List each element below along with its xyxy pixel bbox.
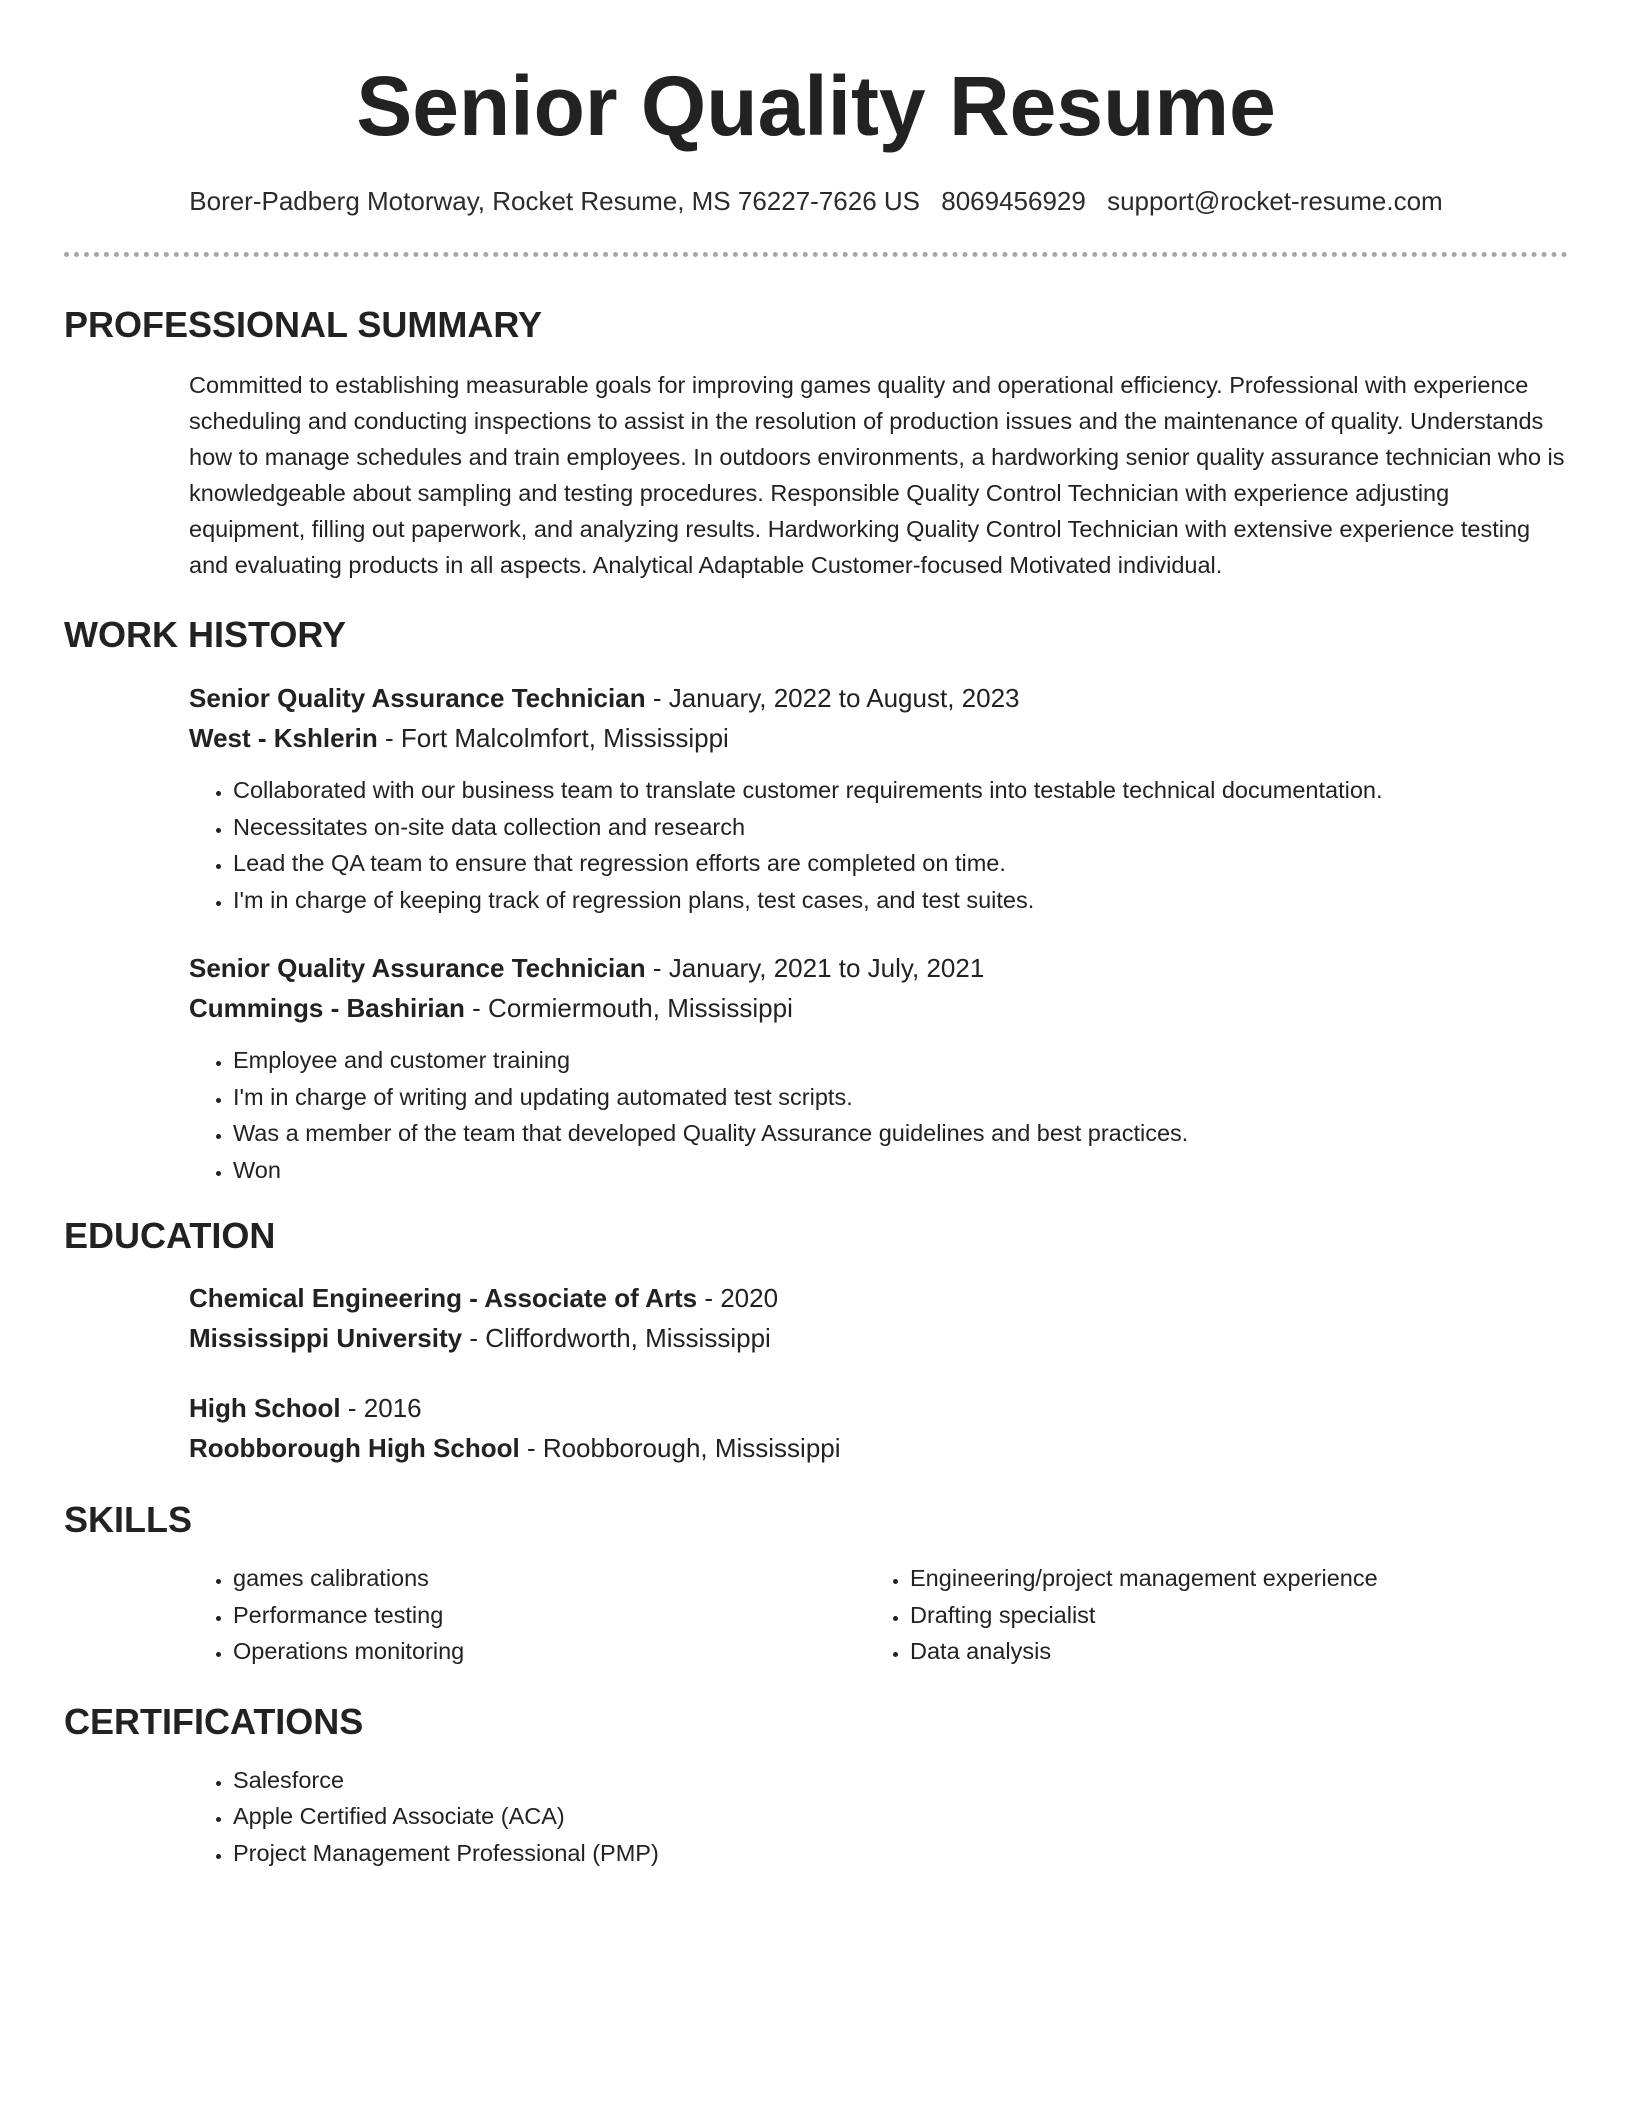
job-bullets xyxy=(189,772,1568,918)
list-item: • Collaborated with our business team to translate customer requirements into testable technical documentation. xyxy=(233,772,1568,809)
education-degree-line xyxy=(189,1388,1568,1428)
contact-line xyxy=(64,184,1568,218)
list-item: • Performance testing xyxy=(233,1597,866,1634)
list-item: • Won xyxy=(233,1152,1568,1189)
job-company: West - Kshlerin xyxy=(189,723,378,753)
summary-section xyxy=(64,303,1568,583)
skills-section xyxy=(64,1498,1568,1670)
list-item: • Salesforce xyxy=(233,1762,1568,1799)
list-item: • Engineering/project management experience xyxy=(910,1560,1568,1597)
education-entry xyxy=(189,1278,1568,1358)
summary-text: Committed to establishing measurable goals for improving games quality and operational efficiency. Professional with experience scheduling and conducting inspections to assist in the resolution of production issues and the maintenance of quality. Understands how to manage schedules and train employees. In outdoors environments, a hardworking senior quality assurance technician who is knowledgeable about sampling and testing procedures. Responsible Quality Control Technician with experience adjusting equipment, filling out paperwork, and analyzing results. Hardworking Quality Control Technician with extensive experience testing and evaluating products in all aspects. Analytical Adaptable Customer-focused Motivated individual. xyxy=(189,372,1565,578)
education-year: - 2020 xyxy=(697,1283,779,1313)
contact-email: support@rocket-resume.com xyxy=(1107,186,1443,216)
job-entry xyxy=(189,678,1568,918)
list-item: • Operations monitoring xyxy=(233,1633,866,1670)
job-location: - Fort Malcolmfort, Mississippi xyxy=(377,723,729,753)
contact-address: Borer-Padberg Motorway, Rocket Resume, MS 76227-7626 US xyxy=(189,186,921,216)
skills-left-list xyxy=(189,1560,866,1670)
education-entry xyxy=(189,1388,1568,1468)
skills-right-list xyxy=(866,1560,1568,1670)
job-title-line xyxy=(189,948,1568,988)
skills-heading: SKILLS xyxy=(64,1499,193,1540)
header-divider xyxy=(64,252,1568,257)
certifications-list xyxy=(189,1762,1568,1872)
certifications-section xyxy=(64,1700,1568,1872)
list-item: • Was a member of the team that developed Quality Assurance guidelines and best practices. xyxy=(233,1115,1568,1152)
education-school-line xyxy=(189,1318,1568,1358)
list-item: • I'm in charge of writing and updating automated test scripts. xyxy=(233,1079,1568,1116)
resume-title: Senior Quality Resume xyxy=(356,59,1276,153)
skills-grid xyxy=(189,1560,1568,1670)
work-heading: WORK HISTORY xyxy=(64,614,347,655)
education-school: Mississippi University xyxy=(189,1323,463,1353)
list-item: • Apple Certified Associate (ACA) xyxy=(233,1798,1568,1835)
education-section xyxy=(64,1214,1568,1468)
job-location: - Cormiermouth, Mississippi xyxy=(464,993,793,1023)
list-item: • Lead the QA team to ensure that regression efforts are completed on time. xyxy=(233,845,1568,882)
job-company-line xyxy=(189,718,1568,758)
certifications-heading: CERTIFICATIONS xyxy=(64,1700,364,1742)
list-item: • Employee and customer training xyxy=(233,1042,1568,1079)
job-bullets xyxy=(189,1042,1568,1188)
work-section xyxy=(64,613,1568,1188)
job-title: Senior Quality Assurance Technician xyxy=(189,683,646,713)
job-entry xyxy=(189,948,1568,1188)
list-item: • I'm in charge of keeping track of regression plans, test cases, and test suites. xyxy=(233,882,1568,919)
list-item: • Project Management Professional (PMP) xyxy=(233,1835,1568,1872)
education-year: - 2016 xyxy=(340,1393,422,1423)
job-title: Senior Quality Assurance Technician xyxy=(189,953,646,983)
contact-phone: 8069456929 xyxy=(941,186,1086,216)
summary-heading: PROFESSIONAL SUMMARY xyxy=(64,304,543,345)
job-dates: - January, 2021 to July, 2021 xyxy=(645,953,985,983)
list-item: • Data analysis xyxy=(910,1633,1568,1670)
education-degree: High School xyxy=(189,1393,341,1423)
education-school-line xyxy=(189,1428,1568,1468)
list-item: • games calibrations xyxy=(233,1560,866,1597)
education-location: - Roobborough, Mississippi xyxy=(519,1433,841,1463)
list-item: • Necessitates on-site data collection and research xyxy=(233,809,1568,846)
education-location: - Cliffordworth, Mississippi xyxy=(462,1323,771,1353)
list-item: • Drafting specialist xyxy=(910,1597,1568,1634)
education-degree: Chemical Engineering - Associate of Arts xyxy=(189,1283,698,1313)
job-company-line xyxy=(189,988,1568,1028)
job-dates: - January, 2022 to August, 2023 xyxy=(645,683,1020,713)
job-title-line xyxy=(189,678,1568,718)
job-company: Cummings - Bashirian xyxy=(189,993,465,1023)
education-school: Roobborough High School xyxy=(189,1433,520,1463)
education-heading: EDUCATION xyxy=(64,1215,276,1256)
certifications-list-wrap xyxy=(189,1762,1568,1872)
education-degree-line xyxy=(189,1278,1568,1318)
